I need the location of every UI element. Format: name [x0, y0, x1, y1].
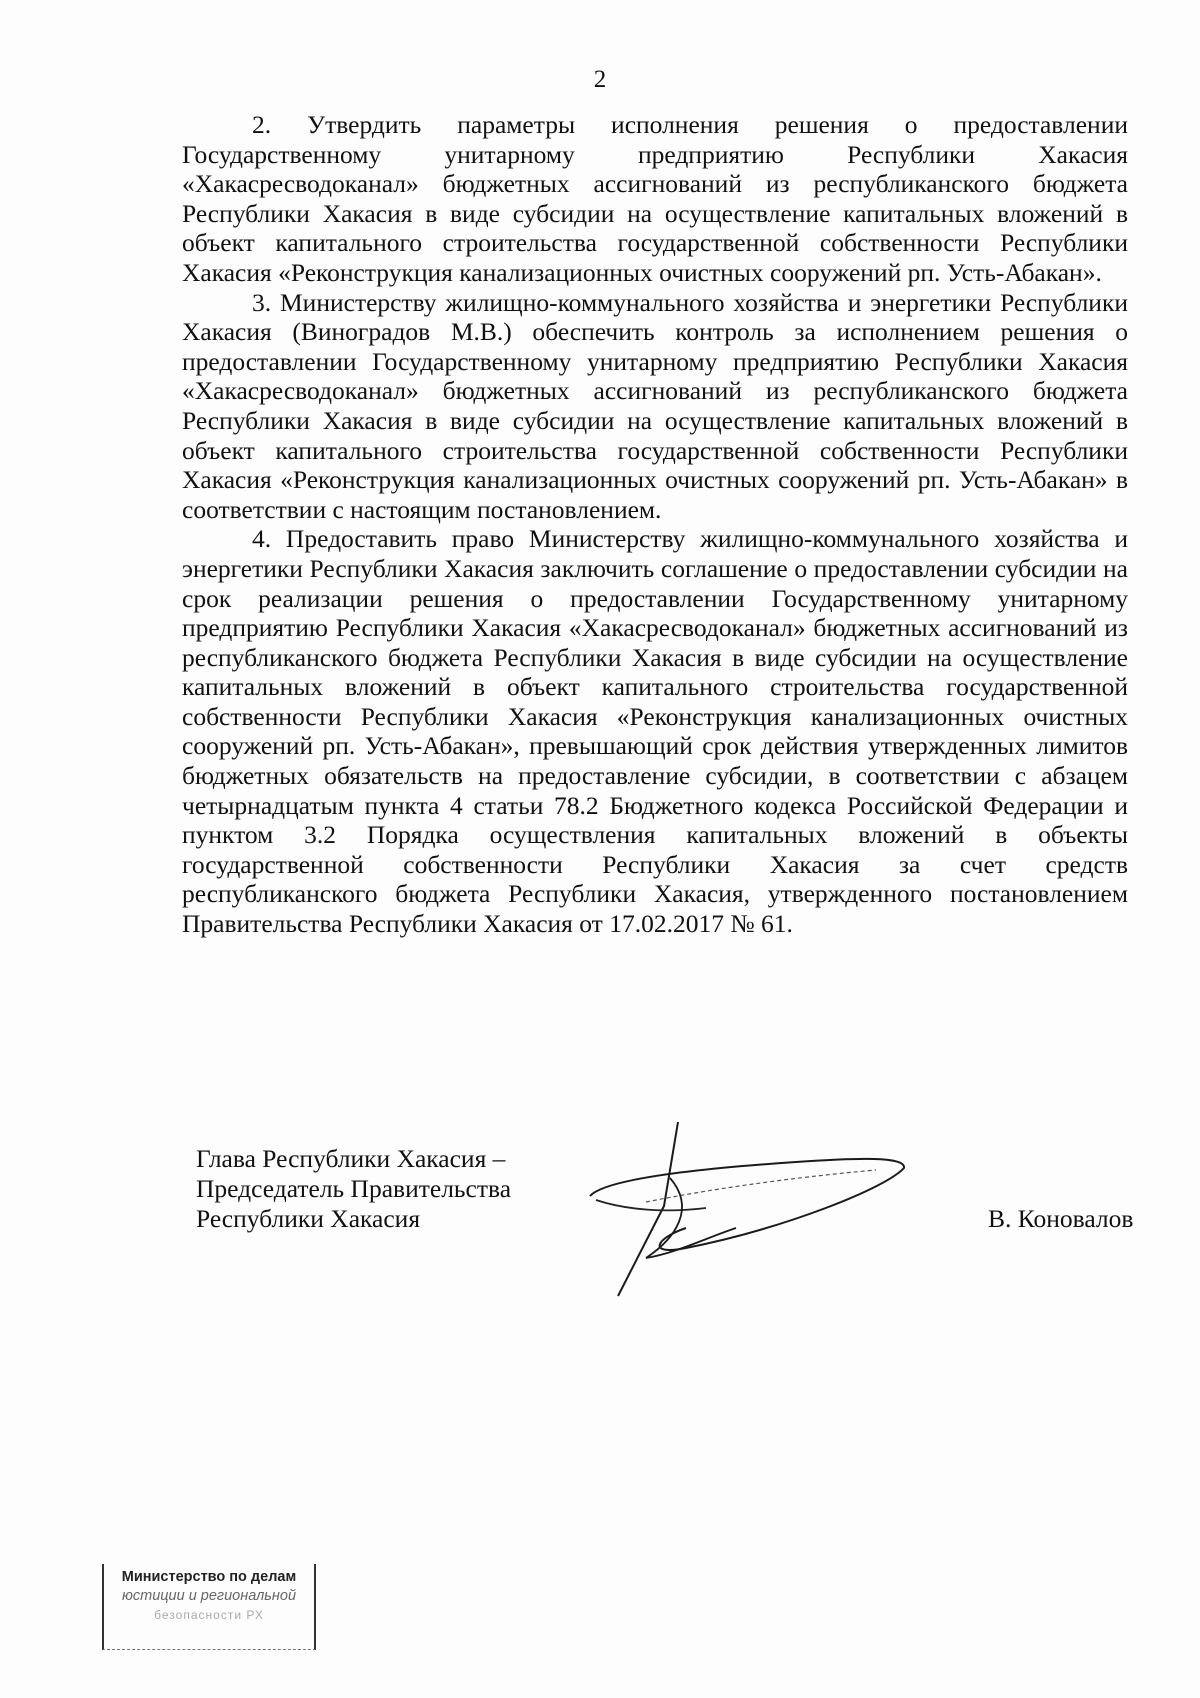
stamp-line: безопасности РХ — [154, 1608, 264, 1622]
paragraph-item-2: 2. Утвердить параметры исполнения решения о предоставлении Государственному унитарному предприятию Республики Хакасия «Хакасресводоканал» бюджетных ассигнований из республиканского бюджета Республики Хакасия в виде субсидии на осуществление капитальных вложений в объект капитального строительства государственной собственности Республики Хакасия «Реконструкция канализационных очистных сооружений рп. Усть-Абакан». — [182, 110, 1128, 287]
signatory-position-line: Республики Хакасия — [196, 1204, 421, 1233]
paragraph-item-4: 4. Предоставить право Министерству жилищно-коммунального хозяйства и энергетики Республики Хакасия заключить соглашение о предоставлении субсидии на срок реализации решения о предоставлении Государственному унитарному предприятию Республики Хакасия «Хакасресводоканал» бюджетных ассигнований из республиканского бюджета Республики Хакасия в виде субсидии на осуществление капитальных вложений в объект капитального строительства государственной собственности Республики Хакасия «Реконструкция канализационных очистных сооружений рп. Усть-Абакан», превышающий срок действия утвержденных лимитов бюджетных обязательств на предоставление субсидии, в соответствии с абзацем четырнадцатым пункта 4 статьи 78.2 Бюджетного кодекса Российской Федерации и пунктом 3.2 Порядка осуществления капитальных вложений в объекты государственной собственности Республики Хакасия за счет средств республиканского бюджета Республики Хакасия, утвержденного постановлением Правительства Республики Хакасия от 17.02.2017 № 61. — [182, 524, 1128, 939]
handwritten-signature — [586, 1118, 916, 1298]
signatory-position — [196, 1144, 511, 1234]
registration-stamp — [102, 1564, 316, 1650]
document-body — [182, 110, 1128, 939]
stamp-line: юстиции и региональной — [121, 1588, 297, 1604]
stamp-line: Министерство по делам — [121, 1569, 297, 1585]
page-number: 2 — [593, 66, 607, 93]
signatory-position-line: Председатель Правительства — [196, 1174, 512, 1203]
signer-name: В. Коновалов — [988, 1204, 1134, 1233]
signatory-position-line: Глава Республики Хакасия – — [196, 1144, 506, 1173]
paragraph-item-3: 3. Министерству жилищно-коммунального хозяйства и энергетики Республики Хакасия (Виноградов М.В.) обеспечить контроль за исполнением решения о предоставлении Государственному унитарному предприятию Республики Хакасия «Хакасресводоканал» бюджетных ассигнований из республиканского бюджета Республики Хакасия в виде субсидии на осуществление капитальных вложений в объект капитального строительства государственной собственности Республики Хакасия «Реконструкция канализационных очистных сооружений рп. Усть-Абакан» в соответствии с настоящим постановлением. — [182, 287, 1128, 524]
